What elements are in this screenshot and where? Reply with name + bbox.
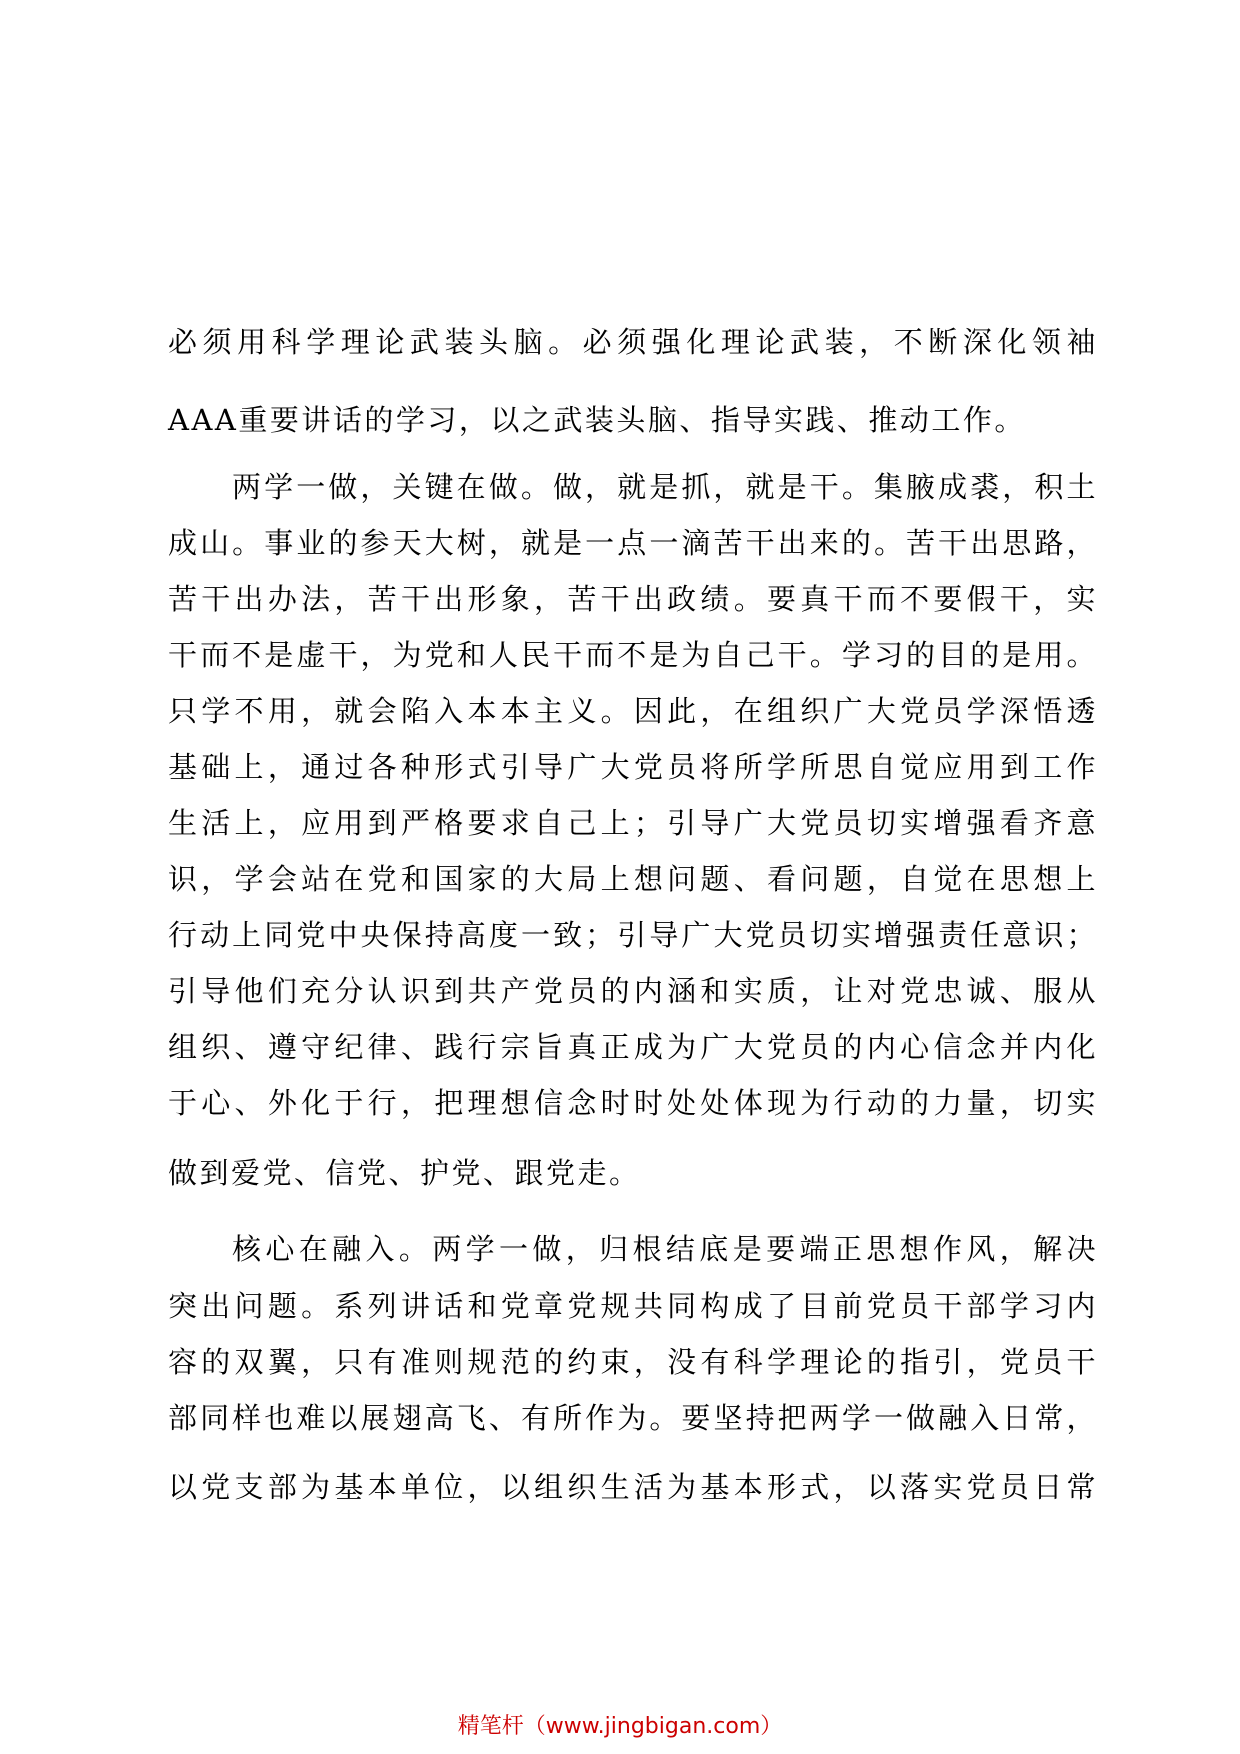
text-line: 干而不是虚干，为党和人民干而不是为自己干。学习的目的是用。 [168, 638, 1098, 672]
footer-watermark: 精笔杆（www.jingbigan.com） [457, 1714, 783, 1739]
text-line: 只学不用，就会陷入本本主义。因此，在组织广大党员学深悟透 [168, 694, 1098, 728]
text-line: 苦干出办法，苦干出形象，苦干出政绩。要真干而不要假干，实 [168, 582, 1098, 616]
text-line: 容的双翼，只有准则规范的约束，没有科学理论的指引，党员干 [168, 1345, 1098, 1379]
text-line: 成山。事业的参天大树，就是一点一滴苦干出来的。苦干出思路， [168, 526, 1098, 560]
text-line: 组织、遵守纪律、践行宗旨真正成为广大党员的内心信念并内化 [168, 1030, 1098, 1064]
text-line: 突出问题。系列讲话和党章党规共同构成了目前党员干部学习内 [168, 1289, 1098, 1323]
text-line: 引导他们充分认识到共产党员的内涵和实质，让对党忠诚、服从 [168, 974, 1098, 1008]
text-line: 生活上，应用到严格要求自己上；引导广大党员切实增强看齐意 [168, 806, 1098, 840]
text-line: 核心在融入。两学一做，归根结底是要端正思想作风，解决 [232, 1232, 1098, 1266]
text-line: 于心、外化于行，把理想信念时时处处体现为行动的力量，切实 [168, 1086, 1098, 1120]
text-line: 做到爱党、信党、护党、跟党走。 [168, 1156, 641, 1190]
text-line: 必须用科学理论武装头脑。必须强化理论武装，不断深化领袖 [168, 325, 1098, 359]
text-line: 基础上，通过各种形式引导广大党员将所学所思自觉应用到工作 [168, 750, 1098, 784]
text-line: 两学一做，关键在做。做，就是抓，就是干。集腋成裘，积土 [232, 470, 1098, 504]
text-line: 以党支部为基本单位，以组织生活为基本形式，以落实党员日常 [168, 1470, 1098, 1504]
text-line: 识，学会站在党和国家的大局上想问题、看问题，自觉在思想上 [168, 862, 1098, 896]
text-line: AAA重要讲话的学习，以之武装头脑、指导实践、推动工作。 [168, 403, 1026, 437]
text-line: 行动上同党中央保持高度一致；引导广大党员切实增强责任意识； [168, 918, 1098, 952]
text-line: 部同样也难以展翅高飞、有所作为。要坚持把两学一做融入日常， [168, 1401, 1098, 1435]
